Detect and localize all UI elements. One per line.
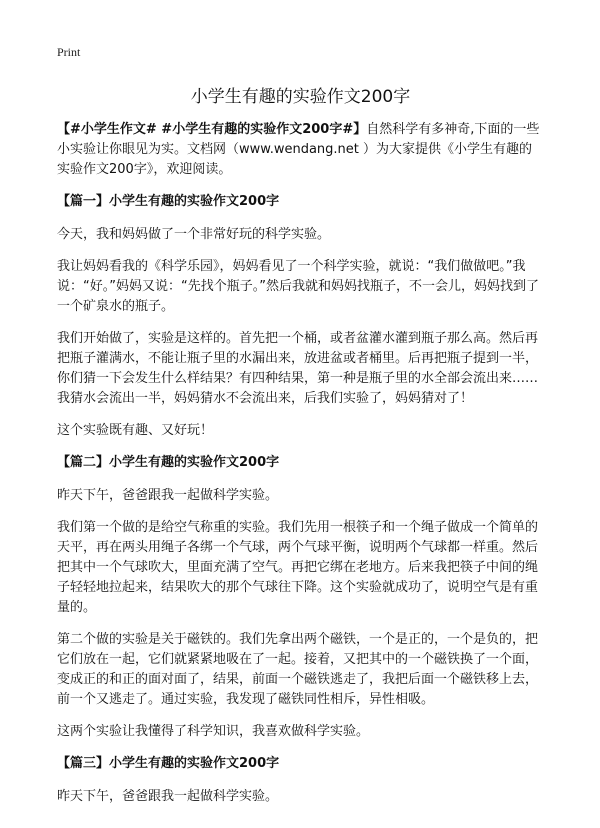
page-title: 小学生有趣的实验作文200字 <box>190 87 411 107</box>
section-heading: 【篇三】小学生有趣的实验作文200字 <box>57 756 280 771</box>
section-heading: 【篇一】小学生有趣的实验作文200字 <box>57 194 280 209</box>
section-3 <box>57 754 544 807</box>
section-1 <box>57 192 544 441</box>
paragraph: 第二个做的实验是关于磁铁的。我们先拿出两个磁铁，一个是正的，一个是负的，把它们放在一起，它们就紧紧地吸在了一起。接着，又把其中的一个磁铁换了一个面，变成正的和正的面对面了，结果，前面一个磁铁逃走了，我把后面一个磁铁移上去，前一个又逃走了。通过实验，我发现了磁铁同性相斥，异性相吸。 <box>57 632 539 707</box>
paragraph: 这两个实验让我懂得了科学知识，我喜欢做科学实验。 <box>57 724 370 739</box>
paragraph: 我让妈妈看我的《科学乐园》，妈妈看见了一个科学实验，就说：“我们做做吧。”我说：“好。”妈妈又说：“先找个瓶子。”然后我就和妈妈找瓶子，不一会儿，妈妈找到了一个矿泉水的瓶子。 <box>57 259 539 314</box>
paragraph: 我们开始做了，实验是这样的。首先把一个桶，或者盆灌水灌到瓶子那么高。然后再把瓶子灌满水，不能让瓶子里的水漏出来，放进盆或者桶里。后再把瓶子提到一半，你们猜一下会发生什么样结果？有四种结果，第一种是瓶子里的水全部会流出来……我猜水会流出一半，妈妈猜水不会流出来，后我们实验了，妈妈猜对了！ <box>57 331 539 406</box>
paragraph: 今天，我和妈妈做了一个非常好玩的科学实验。 <box>57 227 331 242</box>
paragraph: 昨天下午，爸爸跟我一起做科学实验。 <box>57 488 279 503</box>
paragraph: 这个实验既有趣、又好玩！ <box>57 423 214 438</box>
paragraph: 我们第一个做的是给空气称重的实验。我们先用一根筷子和一个绳子做成一个简单的天平，再在两头用绳子各绑一个气球，两个气球平衡，说明两个气球都一样重。然后把其中一个气球吹大，里面充满了空气。再把它绑在老地方。后来我把筷子中间的绳子轻轻地拉起来，结果吹大的那个气球往下降。这个实验就成功了，说明空气是有重量的。 <box>57 520 539 615</box>
paragraph: 昨天下午，爸爸跟我一起做科学实验。 <box>57 789 279 804</box>
intro-tag: 【#小学生作文# #小学生有趣的实验作文200字#】 <box>57 122 367 137</box>
intro-paragraph <box>57 120 544 180</box>
section-2 <box>57 453 544 742</box>
article-body <box>57 120 544 819</box>
intro-text: 自然科学有多神奇,下面的一些小实验让你眼见为实。文档网（www.wendang.net ）为大家提供《小学生有趣的实验作文200字》，欢迎阅读。 <box>57 122 540 177</box>
print-label[interactable]: Print <box>57 45 81 59</box>
section-heading: 【篇二】小学生有趣的实验作文200字 <box>57 455 280 470</box>
